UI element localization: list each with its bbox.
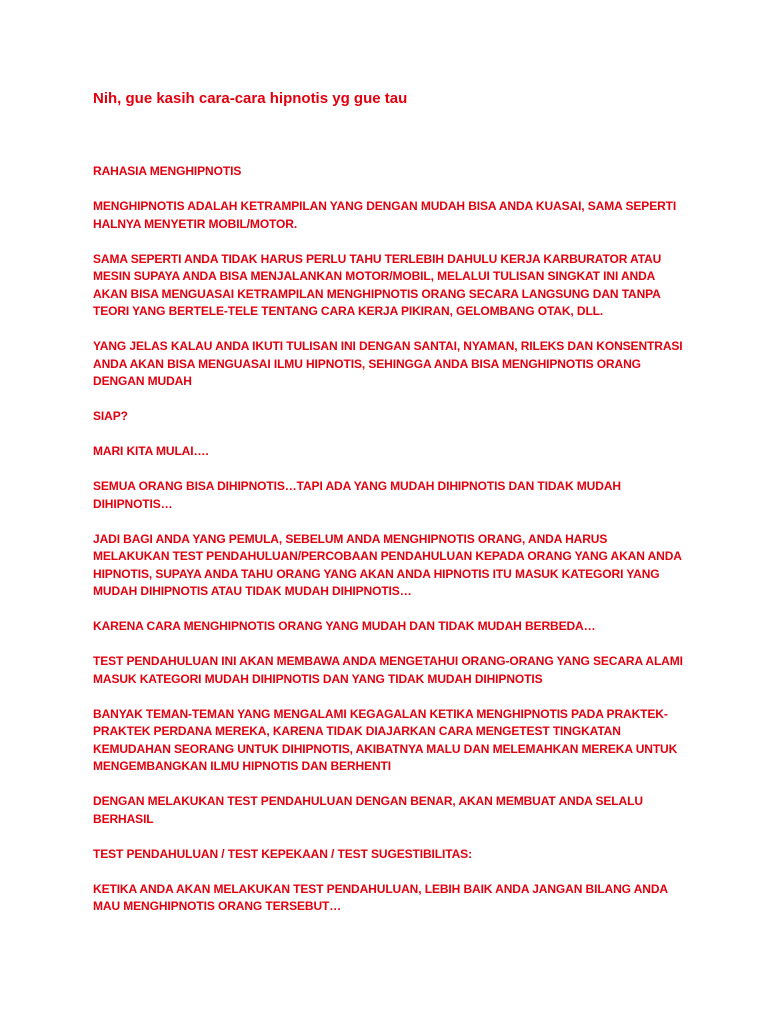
paragraph-heading: RAHASIA MENGHIPNOTIS — [93, 164, 242, 178]
paragraph: BANYAK TEMAN-TEMAN YANG MENGALAMI KEGAGALAN KETIKA MENGHIPNOTIS PADA PRAKTEK-PRAKTEK PERDANA MEREKA, KARENA TIDAK DIAJARKAN CARA MENGETEST TINGKATAN KEMUDAHAN SEORANG UNTUK DIHIPNOTIS, AKIBATNYA MALU DAN MELEMAHKAN MEREKA UNTUK MENGEMBANGKAN ILMU HIPNOTIS DAN BERHENTI — [93, 706, 678, 773]
paragraph: TEST PENDAHULUAN / TEST KEPEKAAN / TEST SUGESTIBILITAS: — [93, 846, 472, 861]
paragraph: SIAP? — [93, 409, 128, 423]
paragraph: KETIKA ANDA AKAN MELAKUKAN TEST PENDAHULUAN, LEBIH BAIK ANDA JANGAN BILANG ANDA MAU MENGHIPNOTIS ORANG TERSEBUT… — [93, 881, 668, 913]
paragraph: KARENA CARA MENGHIPNOTIS ORANG YANG MUDAH DAN TIDAK MUDAH BERBEDA… — [93, 619, 596, 633]
paragraph: TEST PENDAHULUAN INI AKAN MEMBAWA ANDA MENGETAHUI ORANG-ORANG YANG SECARA ALAMI MASUK KATEGORI MUDAH DIHIPNOTIS DAN YANG TIDAK MUDAH DIHIPNOTIS — [93, 654, 683, 686]
paragraph: MENGHIPNOTIS ADALAH KETRAMPILAN YANG DENGAN MUDAH BISA ANDA KUASAI, SAMA SEPERTI HALNYA MENYETIR MOBIL/MOTOR. — [93, 199, 677, 231]
paragraph: JADI BAGI ANDA YANG PEMULA, SEBELUM ANDA MENGHIPNOTIS ORANG, ANDA HARUS MELAKUKAN TEST PENDAHULUAN/PERCOBAAN PENDAHULUAN KEPADA ORANG YANG AKAN ANDA HIPNOTIS, SUPAYA ANDA TAHU ORANG YANG AKAN ANDA HIPNOTIS ITU MASUK KATEGORI YANG MUDAH DIHIPNOTIS ATAU TIDAK MUDAH DIHIPNOTIS… — [93, 531, 682, 598]
paragraph: MARI KITA MULAI…. — [93, 444, 209, 458]
paragraph: SEMUA ORANG BISA DIHIPNOTIS…TAPI ADA YANG MUDAH DIHIPNOTIS DAN TIDAK MUDAH DIHIPNOTIS… — [93, 479, 621, 511]
paragraph: SAMA SEPERTI ANDA TIDAK HARUS PERLU TAHU TERLEBIH DAHULU KERJA KARBURATOR ATAU MESIN SUPAYA ANDA BISA MENJALANKAN MOTOR/MOBIL, MELALUI TULISAN SINGKAT INI ANDA AKAN BISA MENGUASAI KETRAMPILAN MENGHIPNOTIS ORANG SECARA LANGSUNG DAN TANPA TEORI YANG BERTELE-TELE TENTANG CARA KERJA PIKIRAN, GELOMBANG OTAK, DLL. — [93, 251, 662, 318]
paragraph: DENGAN MELAKUKAN TEST PENDAHULUAN DENGAN BENAR, AKAN MEMBUAT ANDA SELALU BERHASIL — [93, 794, 643, 826]
document-title: Nih, gue kasih cara-cara hipnotis yg gue tau — [93, 90, 408, 107]
paragraph: YANG JELAS KALAU ANDA IKUTI TULISAN INI DENGAN SANTAI, NYAMAN, RILEKS DAN KONSENTRASI ANDA AKAN BISA MENGUASAI ILMU HIPNOTIS, SEHINGGA ANDA BISA MENGHIPNOTIS ORANG DENGAN MUDAH — [93, 339, 683, 388]
document-body — [93, 163, 683, 933]
